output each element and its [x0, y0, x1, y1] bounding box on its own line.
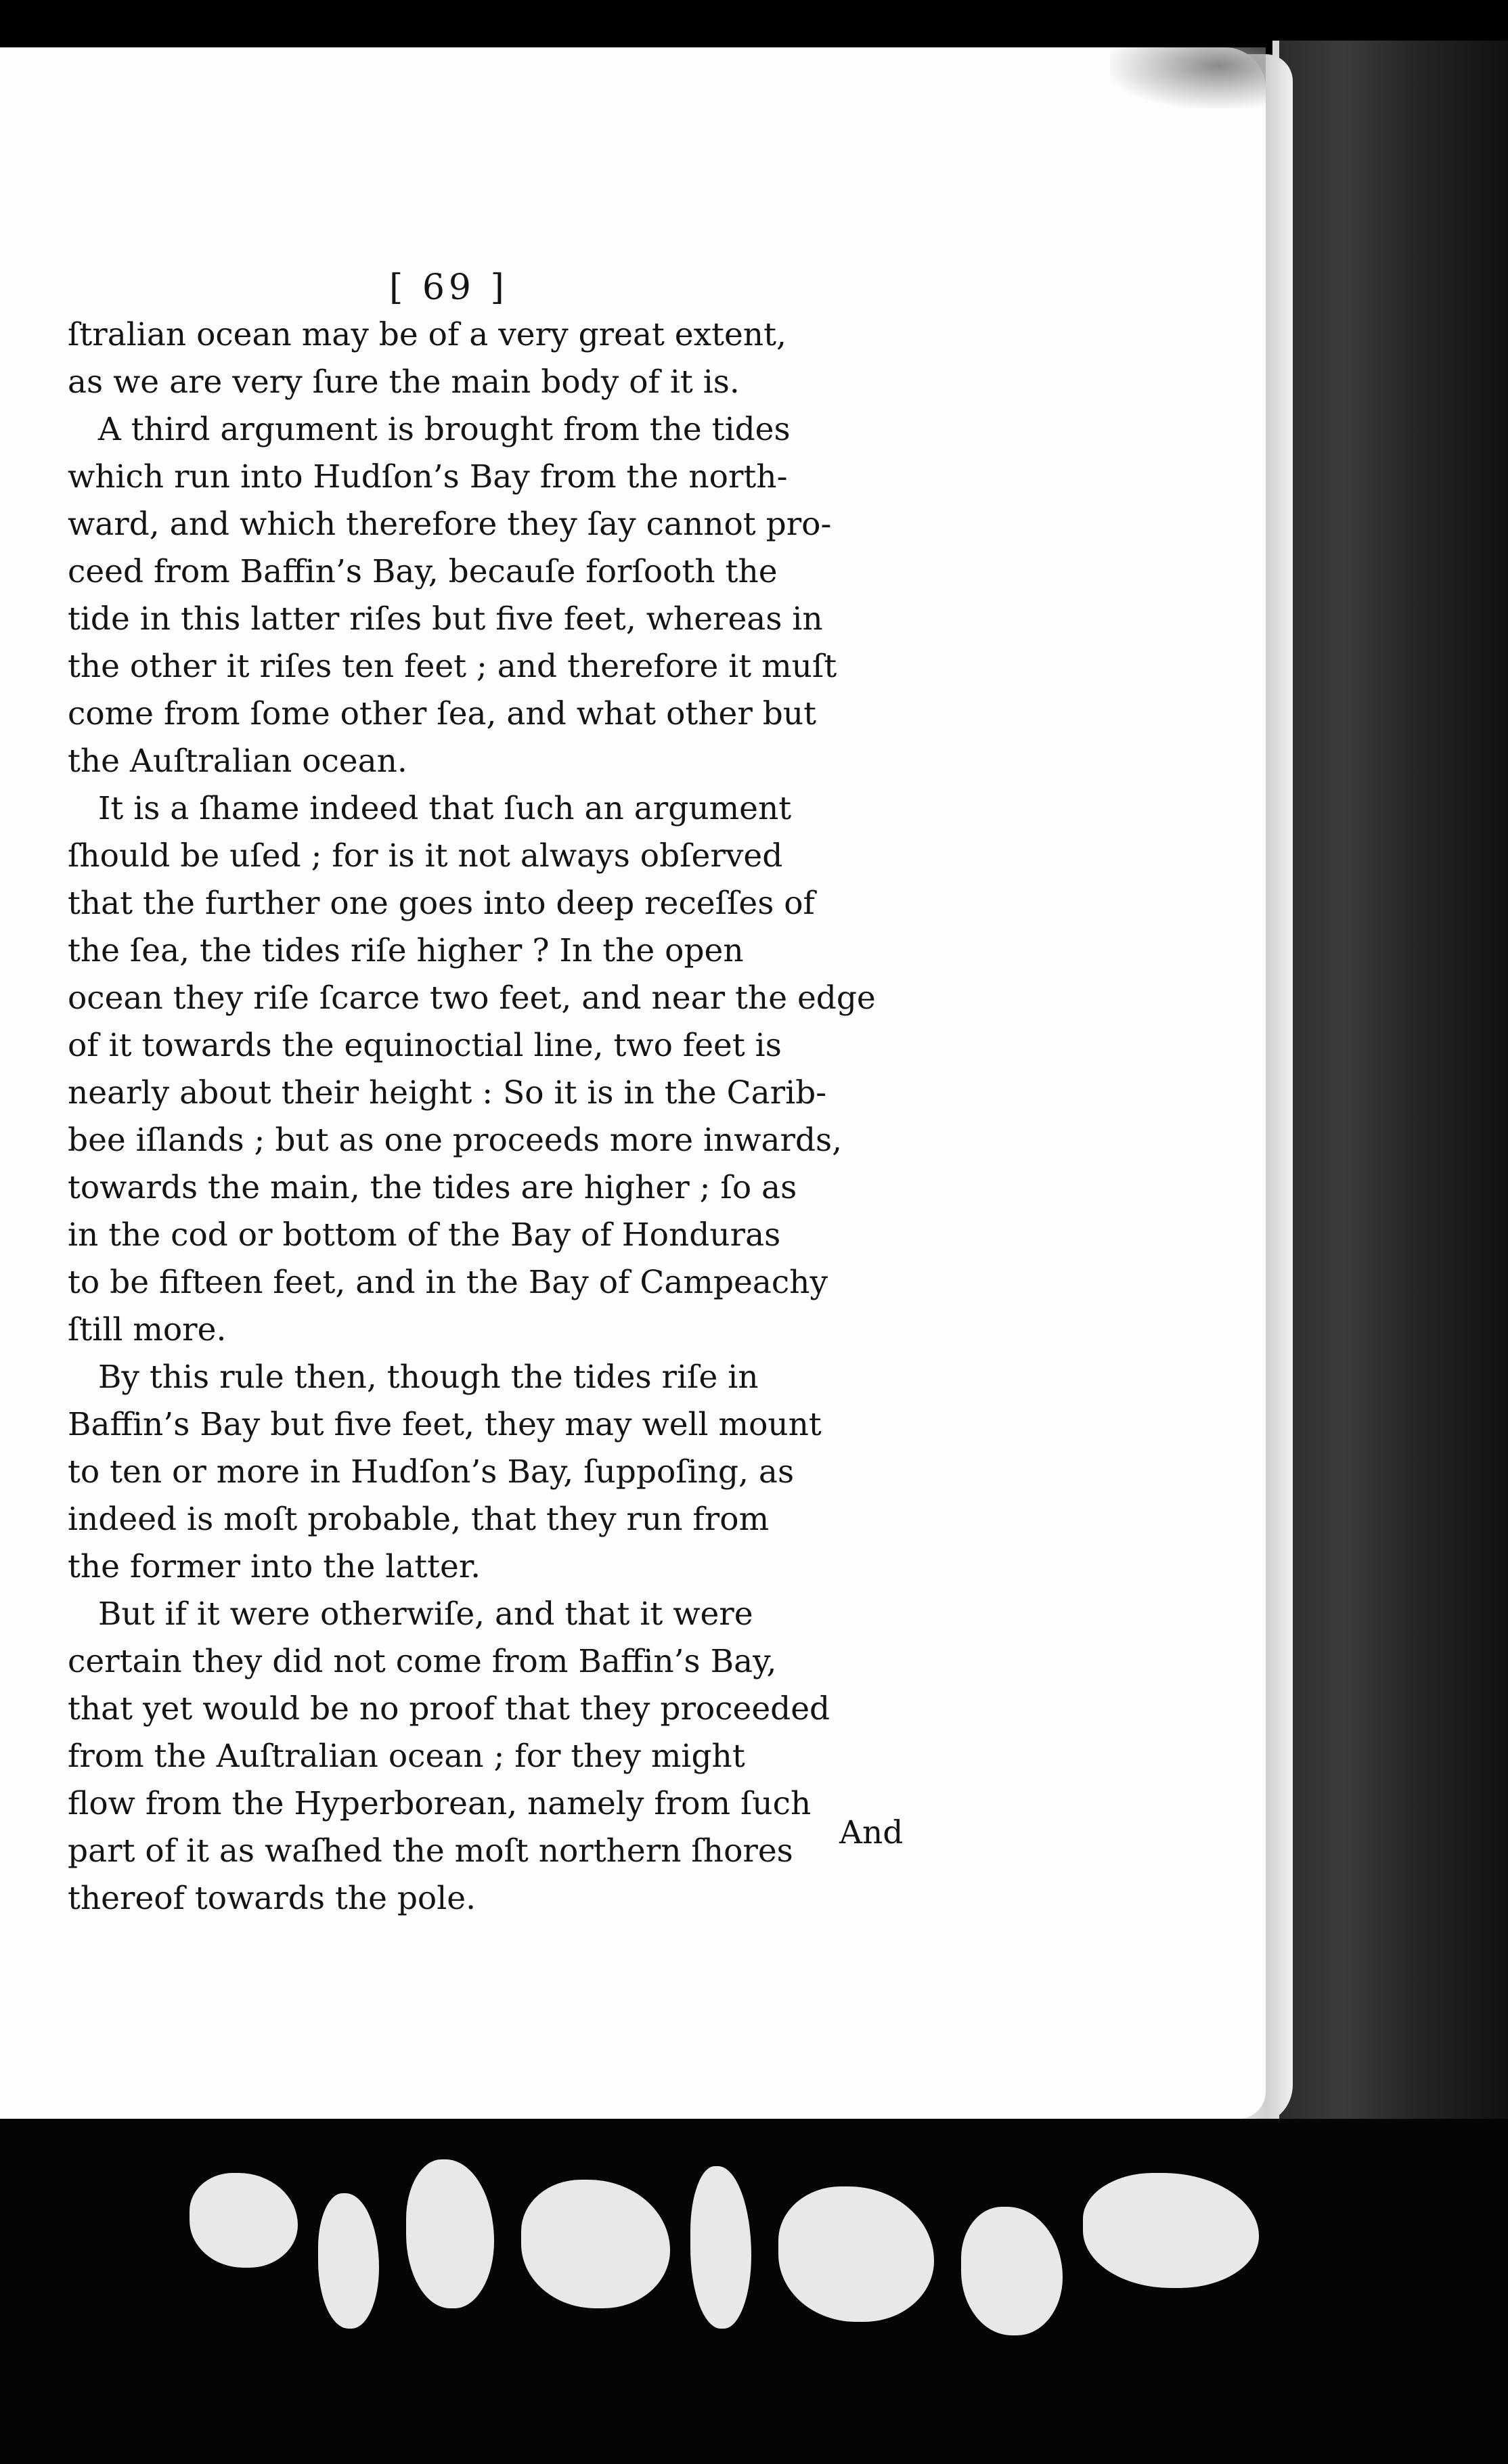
text-line: certain they did not come from Baffin’s Bay, — [68, 1643, 777, 1680]
text-line: come from ſome other ſea, and what other but — [68, 695, 816, 732]
light-blotch — [961, 2207, 1063, 2335]
text-line: ſhould be uſed ; for is it not always obſerved — [68, 837, 783, 875]
text-line: as we are very ſure the main body of it is. — [68, 364, 740, 401]
text-line: the Auſtralian ocean. — [68, 743, 407, 780]
text-line: the ſea, the tides riſe higher ? In the open — [68, 932, 744, 969]
text-line: ward, and which therefore they ſay cannot pro- — [68, 506, 832, 543]
text-line: towards the main, the tides are higher ; ſo as — [68, 1169, 797, 1206]
bottom-shadow — [0, 2119, 1508, 2464]
text-line: But if it were otherwiſe, and that it were — [68, 1596, 753, 1633]
text-line: that yet would be no proof that they proceeded — [68, 1690, 830, 1728]
text-line: part of it as waſhed the moſt northern ſhores — [68, 1832, 793, 1870]
text-line: indeed is moſt probable, that they run from — [68, 1501, 770, 1538]
text-line: of it towards the equinoctial line, two feet is — [68, 1027, 782, 1064]
light-blotch — [190, 2173, 298, 2268]
text-line: which run into Hudſon’s Bay from the north- — [68, 458, 788, 496]
text-line: ceed from Baffin’s Bay, becauſe forſooth the — [68, 553, 778, 590]
text-line: nearly about their height : So it is in the Carib- — [68, 1074, 827, 1112]
text-line: Baffin’s Bay but five feet, they may well mount — [68, 1406, 822, 1443]
light-blotch — [1083, 2173, 1259, 2288]
text-line: from the Auſtralian ocean ; for they might — [68, 1738, 745, 1775]
light-blotch — [318, 2193, 379, 2329]
text-line: bee iſlands ; but as one proceeds more inwards, — [68, 1122, 843, 1159]
text-line: flow from the Hyperborean, namely from ſuch — [68, 1785, 812, 1822]
text-line: the former into the latter. — [68, 1548, 481, 1585]
light-blotch — [690, 2166, 751, 2329]
text-line: By this rule then, though the tides riſe in — [68, 1359, 759, 1396]
text-line: ocean they riſe ſcarce two feet, and near the edge — [68, 980, 876, 1017]
text-line: ſtill more. — [68, 1311, 227, 1348]
text-line: in the cod or bottom of the Bay of Honduras — [68, 1216, 781, 1254]
page-smudge — [1110, 47, 1266, 108]
page-number: [ 69 ] — [389, 267, 508, 308]
text-line: tide in this latter riſes but five feet, whereas in — [68, 600, 823, 638]
light-blotch — [778, 2186, 934, 2322]
text-line: that the further one goes into deep receſſes of — [68, 885, 815, 922]
light-blotch — [521, 2180, 670, 2308]
text-line: A third argument is brought from the tides — [68, 411, 791, 448]
catchword: And — [839, 1814, 904, 1851]
text-line: to ten or more in Hudſon’s Bay, ſuppoſing, as — [68, 1453, 795, 1491]
text-line: It is a ſhame indeed that ſuch an argument — [68, 790, 792, 827]
text-line: ſtralian ocean may be of a very great extent, — [68, 316, 786, 353]
light-blotch — [406, 2159, 494, 2308]
text-line: to be fifteen feet, and in the Bay of Campeachy — [68, 1264, 828, 1301]
text-line: thereof towards the pole. — [68, 1880, 476, 1917]
text-line: the other it riſes ten feet ; and therefore it muſt — [68, 648, 837, 685]
book-cover-board — [1272, 41, 1508, 2342]
